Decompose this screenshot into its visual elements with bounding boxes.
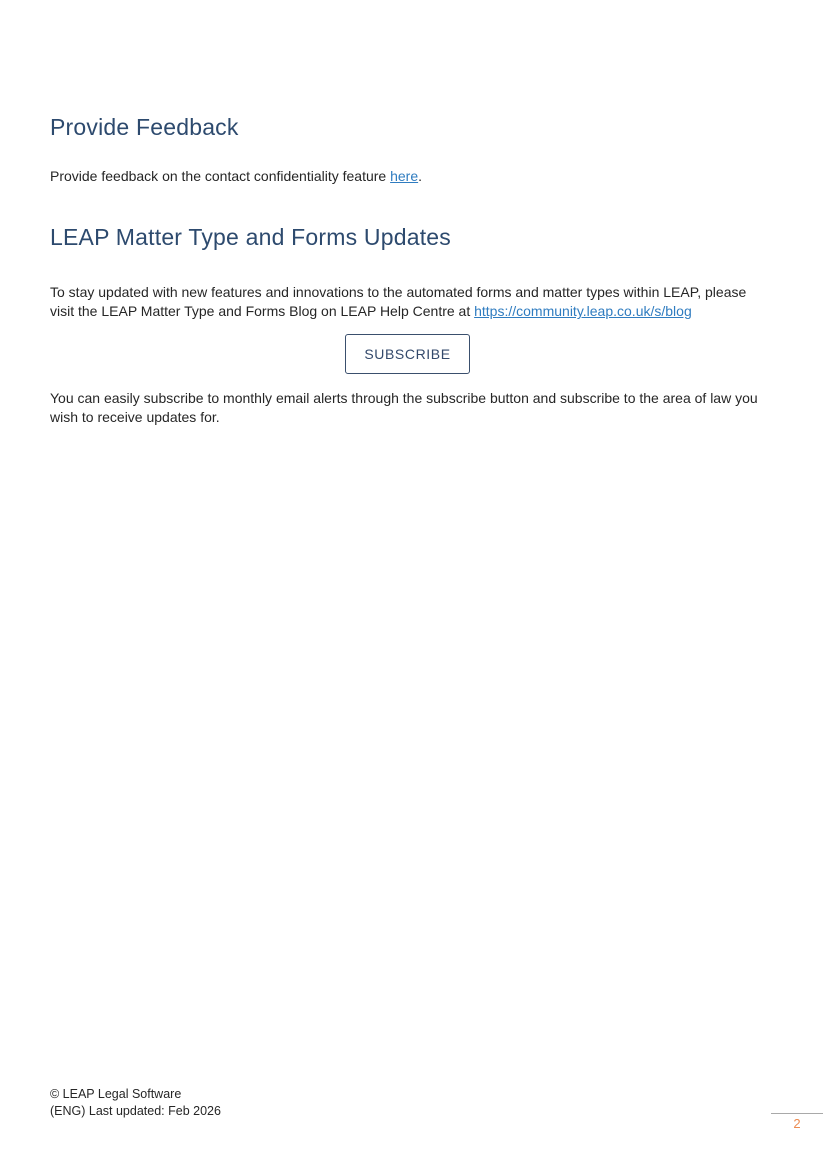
updates-paragraph [50,283,765,321]
subscribe-info-paragraph: You can easily subscribe to monthly email alerts through the subscribe button and subscribe to the area of law you wish to receive updates for. [50,390,758,426]
blog-url-link[interactable]: https://community.leap.co.uk/s/blog [474,303,692,320]
page-content [0,114,826,427]
feedback-text: Provide feedback on the contact confidentiality feature [50,167,391,184]
page-number: 2 [793,1116,801,1131]
subscribe-button-row [50,334,765,374]
page-number-block [771,1113,823,1131]
footer-copyright: © LEAP Legal Software [50,1087,182,1101]
feedback-paragraph [50,167,765,186]
footer-last-updated: (ENG) Last updated: Feb 2026 [50,1104,221,1118]
page-footer [50,1086,221,1120]
feedback-here-link[interactable]: here [390,167,419,184]
feedback-text-suffix: . [418,167,423,184]
feedback-section-heading: Provide Feedback [50,114,239,140]
updates-text: To stay updated with new features and innovations to the automated forms and matter types within LEAP, please visit the LEAP Matter Type and Forms Blog on LEAP Help Centre at [50,284,747,320]
subscribe-button[interactable]: SUBSCRIBE [345,334,470,374]
updates-section-heading: LEAP Matter Type and Forms Updates [50,223,451,250]
